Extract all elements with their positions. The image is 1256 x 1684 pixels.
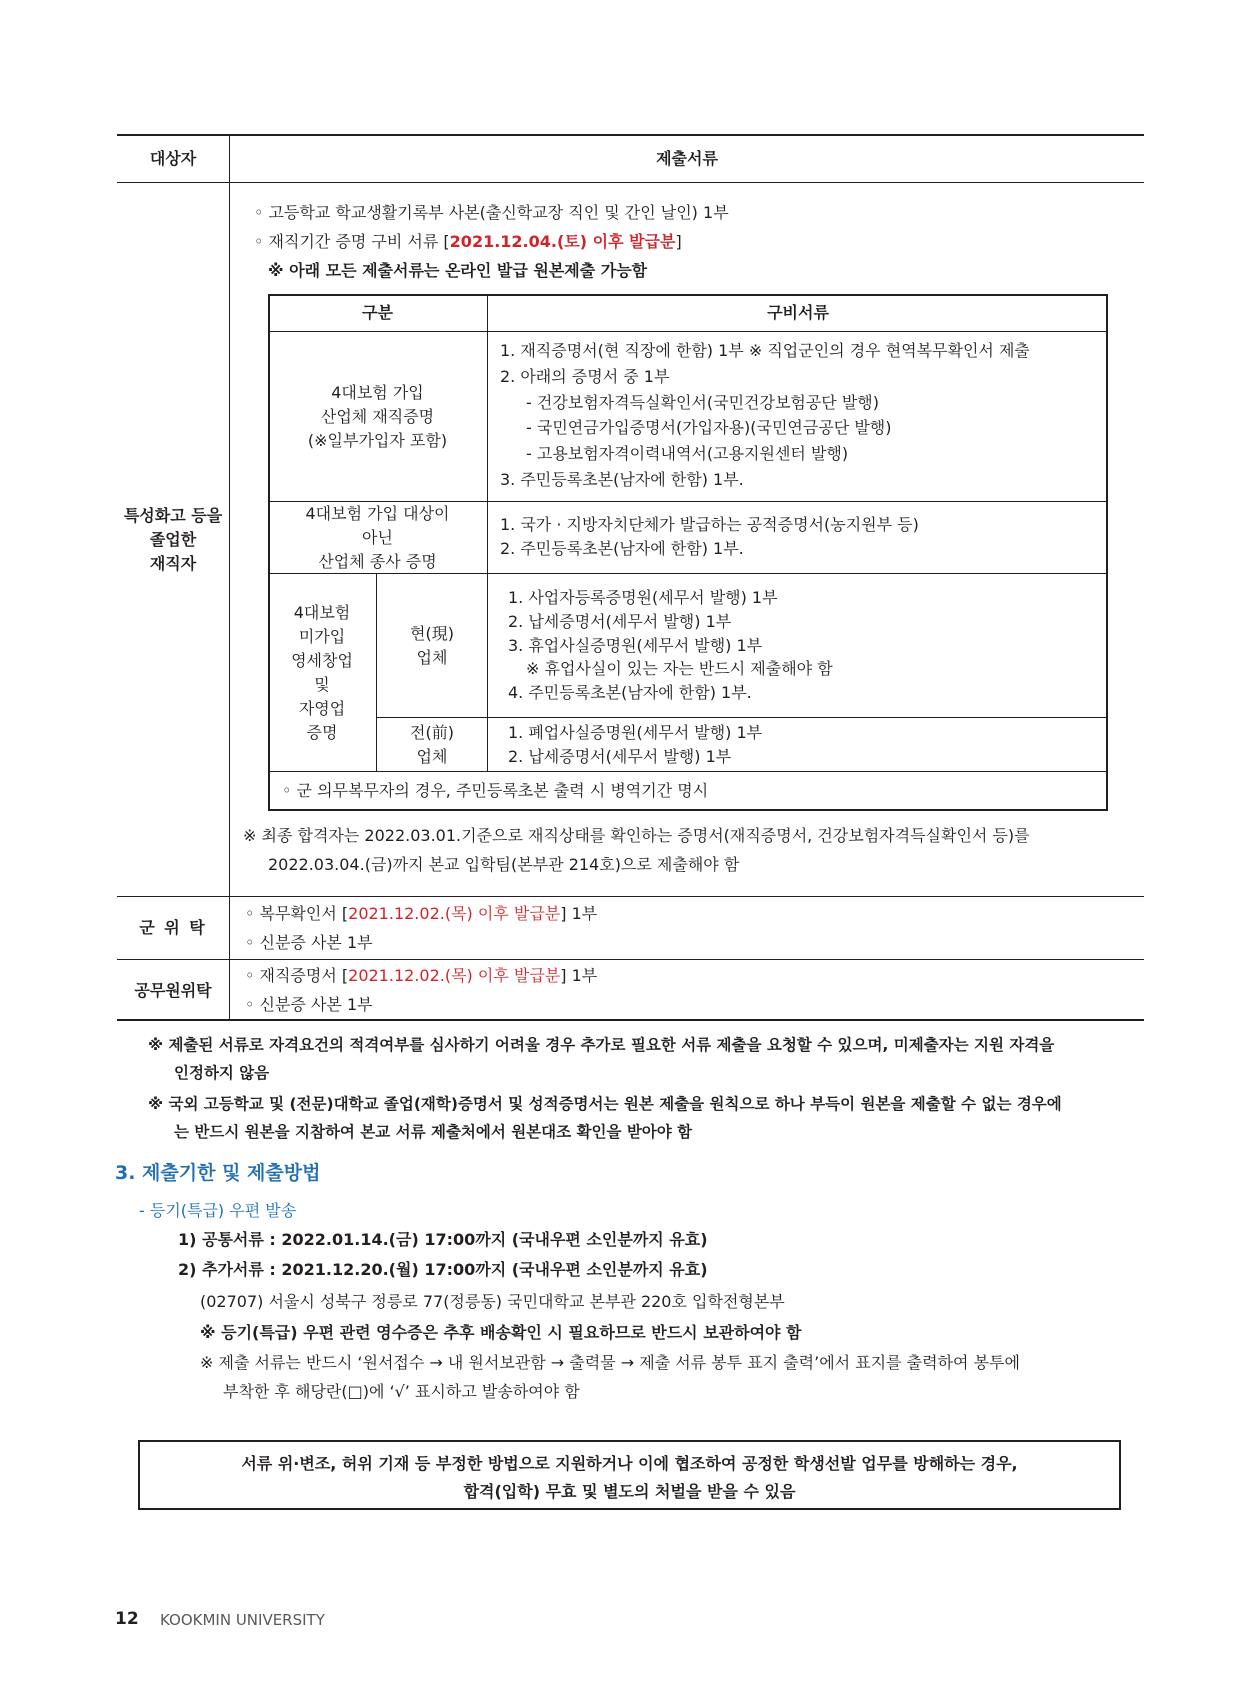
note2-line1: ※ 국외 고등학교 및 (전문)대학교 졸업(재학)증명서 및 성적증명서는 원본 제출을 원칙으로 하나 부득이 원본을 제출할 수 없는 경우에 [148, 1095, 1062, 1113]
inner-r1-item: 3. 주민등록초본(남자에 한함) 1부. [500, 470, 744, 489]
issue-date-highlight: 2021.12.04.(토) 이후 발급분 [449, 232, 676, 251]
warning-line2: 합격(입학) 무효 및 별도의 처벌을 받을 수 있음 [463, 1482, 796, 1501]
table-column-divider [229, 134, 230, 1019]
table-top-rule [117, 134, 1144, 136]
issue-date-highlight: 2021.12.02.(목) 이후 발급분 [348, 966, 561, 985]
table-row-rule [117, 896, 1144, 897]
inner-r2-label: 4대보험 가입 대상이 아닌 산업체 종사 증명 [305, 503, 450, 571]
row-label-employee-line2: 졸업한 [149, 530, 197, 549]
inner-r3a-item: 4. 주민등록초본(남자에 한함) 1부. [508, 683, 752, 702]
mailing-address: (02707) 서울시 성북구 정릉로 77(정릉동) 국민대학교 본부관 220호 입학전형본부 [200, 1292, 785, 1311]
envelope-note-line2: 부착한 후 해당란(□)에 ‘√’ 표시하고 발송하여야 함 [223, 1382, 580, 1401]
inner-r3b-label: 전(前) 업체 [410, 722, 454, 766]
section-subtitle: - 등기(특급) 우편 발송 [139, 1201, 297, 1220]
inner-r3a-item: ※ 휴업사실이 있는 자는 반드시 제출해야 함 [526, 659, 833, 678]
inner-r3-label: 4대보험 미가입 영세창업 및 자영업 증명 [291, 602, 353, 742]
section-title: 3. 제출기한 및 제출방법 [115, 1162, 321, 1184]
page-number: 12 [115, 1609, 139, 1629]
row-label-employee-line3: 재직자 [149, 554, 197, 573]
public-line2: ◦ 신분증 사본 1부 [245, 995, 373, 1014]
employee-line-record: ◦ 고등학교 학교생활기록부 사본(출신학교장 직인 및 간인 날인) 1부 [254, 203, 729, 222]
university-name: KOOKMIN UNIVERSITY [160, 1611, 325, 1629]
header-documents: 제출서류 [656, 149, 718, 168]
inner-r3b-item: 1. 폐업사실증명원(세무서 발행) 1부 [508, 723, 763, 742]
employee-final-note-line1: ※ 최종 합격자는 2022.03.01.기준으로 재직상태를 확인하는 증명서(재직증명서, 건강보험자격득실확인서 등)를 [243, 826, 1030, 845]
inner-r3a-label: 현(現) 업체 [410, 623, 454, 667]
note2-line2: 는 반드시 원본을 지참하여 본교 서류 제출처에서 원본대조 확인을 받아야 함 [174, 1123, 693, 1141]
inner-r3a-item: 2. 납세증명서(세무서 발행) 1부 [508, 612, 732, 631]
inner-footer-note: ◦ 군 의무복무자의 경우, 주민등록초본 출력 시 병역기간 명시 [282, 781, 709, 800]
warning-line1: 서류 위·변조, 허위 기재 등 부정한 방법으로 지원하거나 이에 협조하여 공정한 학생선발 업무를 방해하는 경우, [241, 1454, 1018, 1473]
row-label-military: 군 위 탁 [139, 918, 207, 937]
inner-r1-item: - 고용보험자격이력내역서(고용지원센터 발행) [526, 444, 849, 463]
employee-final-note-line2: 2022.03.04.(금)까지 본교 입학팀(본부관 214호)으로 제출해야 함 [268, 855, 740, 874]
issue-date-highlight: 2021.12.02.(목) 이후 발급분 [348, 904, 561, 923]
inner-r2-item: 2. 주민등록초본(남자에 한함) 1부. [500, 539, 744, 558]
header-target: 대상자 [149, 149, 197, 168]
table-bottom-rule [117, 1019, 1144, 1021]
inner-r1-item: 2. 아래의 증명서 중 1부 [500, 367, 670, 386]
employee-online-note: ※ 아래 모든 제출서류는 온라인 발급 원본제출 가능함 [268, 261, 648, 280]
inner-header-category: 구분 [362, 303, 393, 322]
receipt-note: ※ 등기(특급) 우편 관련 영수증은 추후 배송확인 시 필요하므로 반드시 보관하여야 함 [200, 1323, 802, 1342]
military-line1: ◦ 복무확인서 [2021.12.02.(목) 이후 발급분] 1부 [245, 904, 598, 923]
inner-r3a-item: 1. 사업자등록증명원(세무서 발행) 1부 [508, 588, 778, 607]
table-header-rule [117, 182, 1144, 183]
inner-r1-label: 4대보험 가입 산업체 재직증명 (※일부가입자 포함) [307, 382, 448, 450]
table-row-rule [117, 959, 1144, 960]
row-label-public: 공무원위탁 [134, 981, 212, 1000]
inner-footer-rule [268, 771, 1108, 772]
inner-r3b-item: 2. 납세증명서(세무서 발행) 1부 [508, 747, 732, 766]
envelope-note-line1: ※ 제출 서류는 반드시 ‘원서접수 → 내 원서보관함 → 출력물 → 제출 서류 봉투 표지 출력’에서 표지를 출력하여 봉투에 [200, 1353, 1020, 1372]
military-line2: ◦ 신분증 사본 1부 [245, 933, 373, 952]
inner-r2-item: 1. 국가 · 지방자치단체가 발급하는 공적증명서(농지원부 등) [500, 515, 919, 534]
inner-r1-item: - 건강보험자격득실확인서(국민건강보험공단 발행) [526, 393, 880, 412]
note1-line2: 인정하지 않음 [174, 1064, 270, 1082]
row-label-employee-line1: 특성화고 등을 [123, 506, 223, 525]
inner-column-divider [487, 294, 488, 771]
deadline-additional: 2) 추가서류 : 2021.12.20.(월) 17:00까지 (국내우편 소인분까지 유효) [178, 1260, 708, 1279]
note1-line1: ※ 제출된 서류로 자격요건의 적격여부를 심사하기 어려울 경우 추가로 필요한 서류 제출을 요청할 수 있으며, 미제출자는 지원 자격을 [148, 1036, 1055, 1054]
inner-r1-item: - 국민연금가입증명서(가입자용)(국민연금공단 발행) [526, 418, 892, 437]
inner-r1-item: 1. 재직증명서(현 직장에 한함) 1부 ※ 직업군인의 경우 현역복무확인서 제출 [500, 341, 1030, 360]
inner-r3a-item: 3. 휴업사실증명원(세무서 발행) 1부 [508, 636, 763, 655]
inner-header-docs: 구비서류 [767, 303, 829, 322]
deadline-common: 1) 공통서류 : 2022.01.14.(금) 17:00까지 (국내우편 소인분까지 유효) [178, 1230, 708, 1249]
public-line1: ◦ 재직증명서 [2021.12.02.(목) 이후 발급분] 1부 [245, 966, 598, 985]
employee-line-period: ◦ 재직기간 증명 구비 서류 [2021.12.04.(토) 이후 발급분] [254, 232, 682, 251]
